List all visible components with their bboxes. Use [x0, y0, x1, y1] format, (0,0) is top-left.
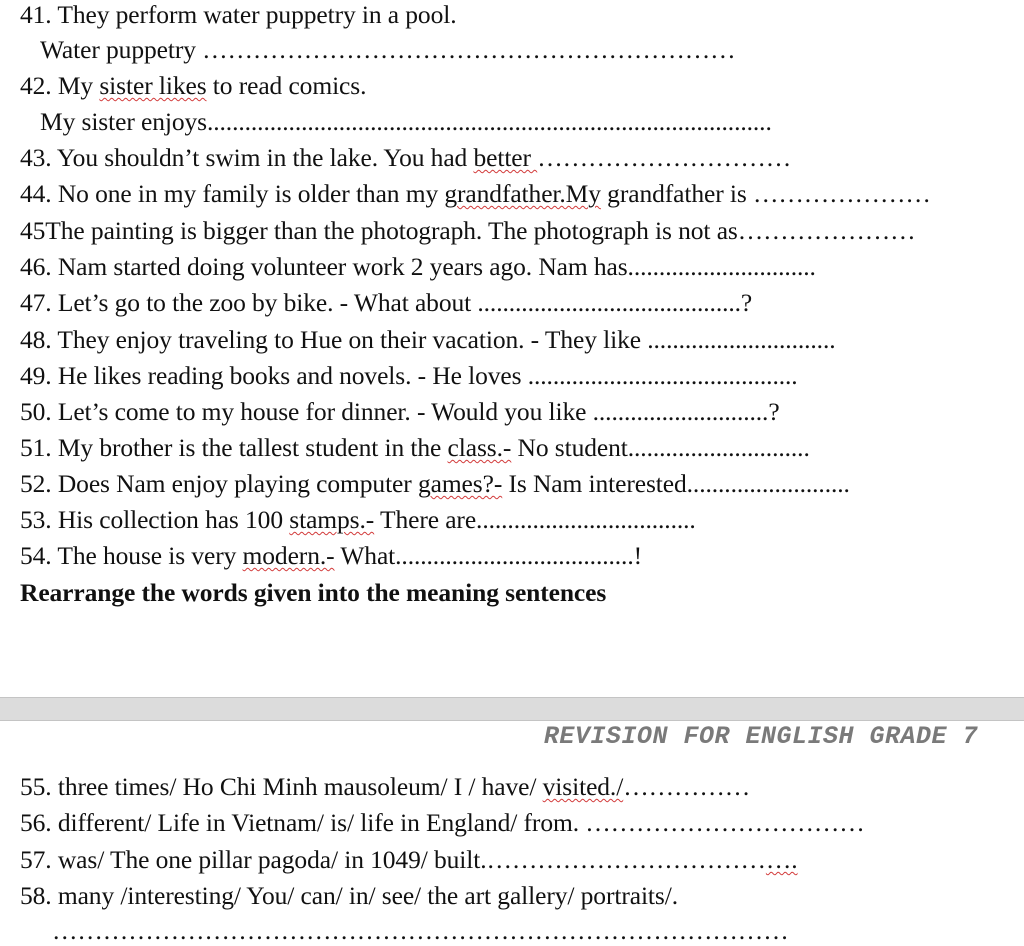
spellcheck-mark: stamps.-: [289, 505, 375, 534]
spellcheck-mark: visited./: [542, 772, 624, 801]
exercise-48: 48. They enjoy traveling to Hue on their vacation. - They like ..............................: [20, 325, 836, 354]
exercise-53-text: 53. His collection has 100: [20, 505, 290, 534]
exercise-51-text: 51. My brother is the tallest student in the: [20, 433, 448, 462]
exercise-53-text-end: There are...................................: [374, 505, 696, 534]
exercise-54-text: 54. The house is very: [20, 541, 243, 570]
exercise-42-text: 42. My: [20, 71, 100, 100]
exercise-43-text: 43. You shouldn’t swim in the lake. You had: [20, 143, 474, 172]
exercise-44-text: 44. No one in my family is older than my: [20, 179, 445, 208]
exercise-41: 41. They perform water puppetry in a pool.: [20, 0, 457, 29]
exercise-47: 47. Let’s go to the zoo by bike. - What about ..........................................?: [20, 288, 753, 317]
exercise-56: 56. different/ Life in Vietnam/ is/ life in England/ from. ……………………………: [20, 808, 865, 837]
exercise-49: 49. He likes reading books and novels. - He loves ...........................................: [20, 361, 798, 390]
exercise-57: [20, 845, 798, 875]
section-heading: Rearrange the words given into the meaning sentences: [20, 578, 607, 607]
page-header: REVISION FOR ENGLISH GRADE 7: [543, 722, 978, 751]
exercise-41-answer: Water puppetry ………………………………………………………: [40, 35, 736, 64]
spellcheck-mark: sister likes: [99, 71, 207, 100]
exercise-44-text-end: grandfather is …………………: [600, 179, 931, 208]
exercise-54-text-end: What......................................!: [334, 541, 642, 570]
spellcheck-mark: better: [473, 143, 538, 172]
spellcheck-mark: ….: [765, 845, 798, 874]
exercise-52: [20, 469, 850, 499]
spellcheck-mark: class.-: [447, 433, 512, 462]
exercise-55-blank: ……………: [623, 772, 751, 801]
exercise-52-text-end: Is Nam interested..........................: [502, 469, 850, 498]
exercise-53: [20, 505, 696, 535]
exercise-55-text: 55. three times/ Ho Chi Minh mausoleum/ I / have/: [20, 772, 543, 801]
exercise-50: 50. Let’s come to my house for dinner. - Would you like ............................?: [20, 397, 780, 426]
exercise-43: [20, 143, 791, 173]
exercise-51-text-end: No student.............................: [511, 433, 810, 462]
exercise-58-answer: ……………………………………………………………………………: [52, 916, 789, 945]
exercise-44: [20, 179, 931, 209]
exercise-43-blank: …………………………: [537, 143, 792, 172]
exercise-52-text: 52. Does Nam enjoy playing computer: [20, 469, 418, 498]
page-separator: [0, 697, 1024, 721]
exercise-55: [20, 772, 750, 802]
exercise-51: [20, 433, 810, 463]
exercise-46: 46. Nam started doing volunteer work 2 years ago. Nam has..............................: [20, 252, 816, 281]
exercise-42-answer: My sister enjoys..........................................................................................: [40, 107, 772, 136]
exercise-45: 45The painting is bigger than the photograph. The photograph is not as…………………: [20, 216, 916, 245]
exercise-42-text-end: to read comics.: [206, 71, 367, 100]
spellcheck-mark: modern.-: [242, 541, 335, 570]
exercise-58: 58. many /interesting/ You/ can/ in/ see/ the art gallery/ portraits/.: [20, 881, 678, 910]
exercise-42: [20, 71, 366, 101]
exercise-54: [20, 541, 642, 571]
exercise-57-text: 57. was/ The one pillar pagoda/ in 1049/ built.……………………………: [20, 845, 766, 874]
spellcheck-mark: grandfather.My: [444, 179, 601, 208]
spellcheck-mark: games?-: [417, 469, 503, 498]
